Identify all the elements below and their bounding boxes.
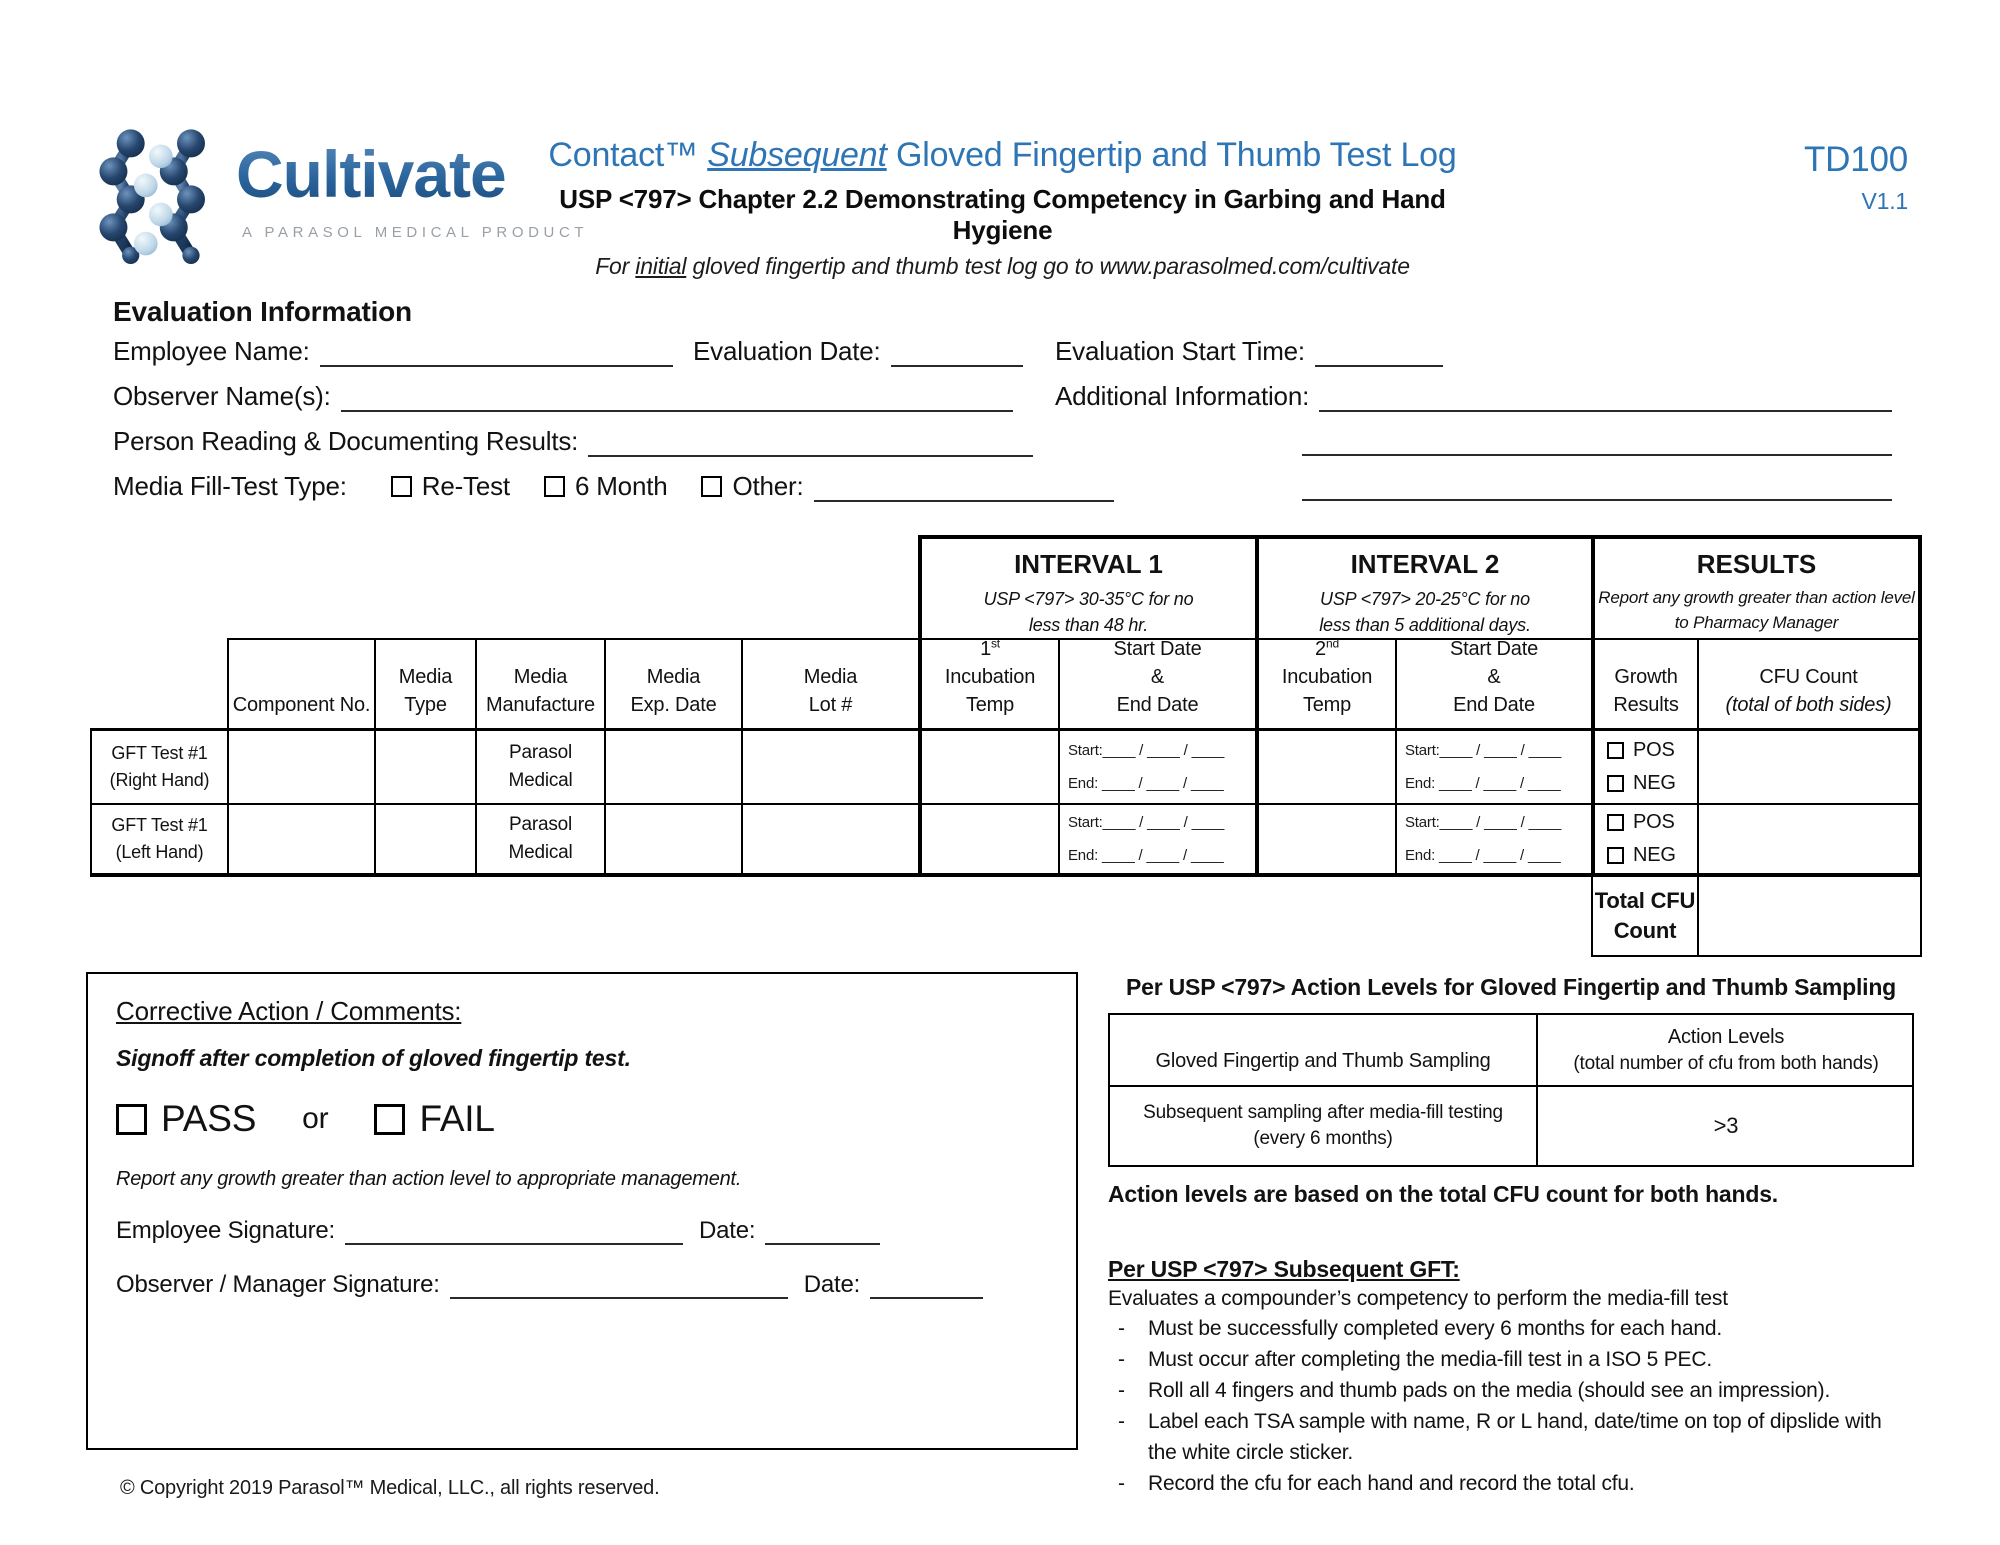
results-header: RESULTS Report any growth greater than action level to Pharmacy Manager [1591, 535, 1922, 638]
pass-fail-row [116, 1098, 1048, 1140]
retest-option [391, 471, 510, 502]
corrective-action-box [86, 972, 1078, 1450]
employee-name-blank[interactable] [320, 337, 673, 367]
document-title-block [515, 136, 1490, 280]
document-title: Contact™ Subsequent Gloved Fingertip and Thumb Test Log [548, 136, 1457, 174]
doc-code: TD100 [1803, 140, 1908, 179]
header-spacer [90, 638, 227, 728]
signoff-note: Signoff after completion of gloved fingertip test. [116, 1045, 631, 1071]
observer-signature-label: Observer / Manager Signature: [116, 1271, 440, 1298]
employee-name-label: Employee Name: [113, 336, 310, 366]
employee-signature-blank[interactable] [345, 1217, 683, 1245]
media-manufacture-cell-left: Parasol Medical [475, 803, 604, 877]
interval1-dates-cell-right[interactable]: Start:____ / ____ / ____ End: ____ / ____ / ____ [1058, 728, 1255, 803]
media-exp-date-cell-right[interactable] [604, 728, 741, 803]
copyright-notice: © Copyright 2019 Parasol™ Medical, LLC., all rights reserved. [120, 1477, 660, 1499]
employee-date-blank[interactable] [765, 1217, 880, 1245]
bullet-dash: - [1118, 1472, 1125, 1496]
col-header-start-end-date-2: Start Date & End Date [1395, 638, 1591, 728]
employee-name-row [113, 336, 673, 367]
band-spacer [90, 535, 918, 638]
growth-results-cell-left [1591, 803, 1697, 877]
action-levels-note: Action levels are based on the total CFU count for both hands. [1108, 1181, 1778, 1207]
interval2-dates-cell-left[interactable]: Start:____ / ____ / ____ End: ____ / ____ / ____ [1395, 803, 1591, 877]
media-fill-test-type-label: Media Fill-Test Type: [113, 471, 347, 501]
pass-checkbox[interactable] [116, 1104, 147, 1135]
row-label-left-hand: GFT Test #1 (Left Hand) [90, 803, 227, 877]
observer-signature-blank[interactable] [450, 1271, 788, 1299]
person-reading-blank[interactable] [588, 427, 1033, 457]
employee-signature-row [116, 1217, 1048, 1245]
incubation2-temp-cell-right[interactable] [1255, 728, 1395, 803]
additional-information-blank[interactable] [1319, 382, 1892, 412]
media-lot-cell-left[interactable] [741, 803, 918, 877]
growth-results-cell-right [1591, 728, 1697, 803]
additional-information-row-2 [1302, 426, 1892, 456]
media-type-cell-left[interactable] [374, 803, 475, 877]
person-reading-row [113, 426, 1033, 457]
action-levels-table [1108, 1013, 1914, 1167]
additional-information-blank-3[interactable] [1302, 471, 1892, 501]
neg-label: NEG [1633, 844, 1676, 866]
observer-names-row [113, 381, 1013, 412]
media-type-cell-right[interactable] [374, 728, 475, 803]
interval2-dates-cell-right[interactable]: Start:____ / ____ / ____ End: ____ / ____ / ____ [1395, 728, 1591, 803]
incubation1-temp-cell-left[interactable] [918, 803, 1058, 877]
pos-label: POS [1633, 811, 1675, 833]
evaluation-start-time-row [1055, 336, 1443, 367]
fail-checkbox[interactable] [374, 1104, 405, 1135]
observer-date-label: Date: [803, 1271, 861, 1298]
six-month-option-label: 6 Month [574, 471, 668, 501]
col-header-media-manufacture: Media Manufacture [475, 638, 604, 728]
component-no-cell-left[interactable] [227, 803, 374, 877]
cultivate-logo-icon [98, 124, 228, 264]
cfu-count-cell-right[interactable] [1697, 728, 1922, 803]
neg-label: NEG [1633, 772, 1676, 794]
observer-names-blank[interactable] [341, 382, 1013, 412]
col-header-media-lot: Media Lot # [741, 638, 918, 728]
bullet-dash: - [1118, 1410, 1125, 1434]
bullet-item: - Must occur after completing the media-fill test in a ISO 5 PEC. [1108, 1344, 1914, 1375]
retest-option-label: Re-Test [421, 471, 510, 501]
pos-checkbox-left[interactable] [1607, 814, 1624, 831]
additional-information-blank-2[interactable] [1302, 426, 1892, 456]
evaluation-date-label: Evaluation Date: [693, 336, 881, 366]
person-reading-label: Person Reading & Documenting Results: [113, 426, 579, 456]
employee-date-label: Date: [699, 1217, 756, 1244]
bullet-dash: - [1118, 1348, 1125, 1372]
bullet-item: - Label each TSA sample with name, R or L hand, date/time on top of dipslide with the white circle sticker. [1108, 1406, 1914, 1468]
pos-checkbox-right[interactable] [1607, 742, 1624, 759]
corrective-action-heading: Corrective Action / Comments: [116, 996, 462, 1026]
col-header-second-incubation-temp: 2nd Incubation Temp [1255, 638, 1395, 728]
other-blank[interactable] [814, 472, 1114, 502]
bullet-item: - Must be successfully completed every 6 months for each hand. [1108, 1313, 1914, 1344]
other-option [701, 471, 803, 502]
doc-version: V1.1 [1861, 188, 1908, 214]
gft-log-table [90, 535, 1922, 957]
incubation2-temp-cell-left[interactable] [1255, 803, 1395, 877]
col-header-first-incubation-temp: 1st Incubation Temp [918, 638, 1058, 728]
col-header-component-no: Component No. [227, 638, 374, 728]
subsequent-gft-heading: Per USP <797> Subsequent GFT: [1108, 1256, 1460, 1282]
component-no-cell-right[interactable] [227, 728, 374, 803]
total-cfu-count-value-cell[interactable] [1697, 877, 1922, 957]
interval-1-header: INTERVAL 1 USP <797> 30-35°C for no less than 48 hr. [918, 535, 1255, 638]
additional-information-label: Additional Information: [1055, 381, 1310, 411]
media-exp-date-cell-left[interactable] [604, 803, 741, 877]
six-month-option [544, 471, 668, 502]
six-month-checkbox[interactable] [544, 476, 565, 497]
observer-signature-row [116, 1271, 1048, 1299]
media-manufacture-cell-right: Parasol Medical [475, 728, 604, 803]
or-label: or [302, 1102, 329, 1135]
other-checkbox[interactable] [701, 476, 722, 497]
evaluation-date-blank[interactable] [891, 337, 1023, 367]
evaluation-start-time-label: Evaluation Start Time: [1055, 336, 1305, 366]
interval-2-header: INTERVAL 2 USP <797> 20-25°C for no less than 5 additional days. [1255, 535, 1591, 638]
incubation1-temp-cell-right[interactable] [918, 728, 1058, 803]
subsequent-gft-bullets [1108, 1313, 1914, 1499]
col-header-growth-results: Growth Results [1591, 638, 1697, 728]
neg-checkbox-right[interactable] [1607, 775, 1624, 792]
total-row-spacer [90, 877, 1591, 957]
interval1-dates-cell-left[interactable]: Start:____ / ____ / ____ End: ____ / ____ / ____ [1058, 803, 1255, 877]
retest-checkbox[interactable] [391, 476, 412, 497]
media-lot-cell-right[interactable] [741, 728, 918, 803]
evaluation-section-heading: Evaluation Information [113, 296, 412, 327]
additional-information-row [1055, 381, 1892, 412]
observer-date-blank[interactable] [870, 1271, 983, 1299]
col-header-media-exp-date: Media Exp. Date [604, 638, 741, 728]
action-level-value-cell: >3 [1536, 1085, 1914, 1165]
action-levels-panel [1108, 974, 1914, 1499]
neg-checkbox-left[interactable] [1607, 847, 1624, 864]
col-header-cfu-count: CFU Count (total of both sides) [1697, 638, 1922, 728]
cfu-count-cell-left[interactable] [1697, 803, 1922, 877]
sampling-column-header: Gloved Fingertip and Thumb Sampling [1155, 1050, 1491, 1072]
col-header-start-end-date-1: Start Date & End Date [1058, 638, 1255, 728]
row-label-right-hand: GFT Test #1 (Right Hand) [90, 728, 227, 803]
evaluation-date-row [693, 336, 1023, 367]
bullet-dash: - [1118, 1317, 1125, 1340]
sampling-row-cell: Subsequent sampling after media-fill testing (every 6 months) [1110, 1085, 1536, 1165]
action-levels-column-header: Action Levels (total number of cfu from both hands) [1536, 1015, 1914, 1085]
observer-names-label: Observer Name(s): [113, 381, 331, 411]
total-cfu-count-label: Total CFU Count [1591, 877, 1697, 957]
subsequent-gft-intro: Evaluates a compounder’s competency to perform the media-fill test [1108, 1287, 1728, 1310]
other-option-label: Other: [732, 471, 804, 501]
bullet-item: - Record the cfu for each hand and record the total cfu. [1108, 1468, 1914, 1499]
pass-label: PASS [161, 1098, 257, 1139]
employee-signature-label: Employee Signature: [116, 1217, 335, 1244]
media-fill-test-type-row [113, 471, 1043, 502]
bullet-dash: - [1118, 1379, 1125, 1403]
action-levels-title: Per USP <797> Action Levels for Gloved Fingertip and Thumb Sampling [1125, 974, 1897, 1000]
brand-tagline: A PARASOL MEDICAL PRODUCT [242, 224, 589, 241]
document-subtitle: USP <797> Chapter 2.2 Demonstrating Competency in Garbing and Hand Hygiene [559, 184, 1446, 245]
fail-label: FAIL [419, 1098, 495, 1139]
pos-label: POS [1633, 739, 1675, 761]
subsequent-gft-section [1108, 1256, 1914, 1499]
additional-information-row-3 [1302, 471, 1892, 501]
doc-code-block [1804, 140, 1908, 215]
col-header-media-type: Media Type [374, 638, 475, 728]
report-growth-note: Report any growth greater than action level to appropriate management. [116, 1168, 742, 1190]
document-note: For initial gloved fingertip and thumb test log go to www.parasolmed.com/cultivate [595, 253, 1410, 279]
brand-name: Cultivate [236, 137, 506, 211]
bullet-item: - Roll all 4 fingers and thumb pads on the media (should see an impression). [1108, 1375, 1914, 1406]
evaluation-start-time-blank[interactable] [1315, 337, 1443, 367]
